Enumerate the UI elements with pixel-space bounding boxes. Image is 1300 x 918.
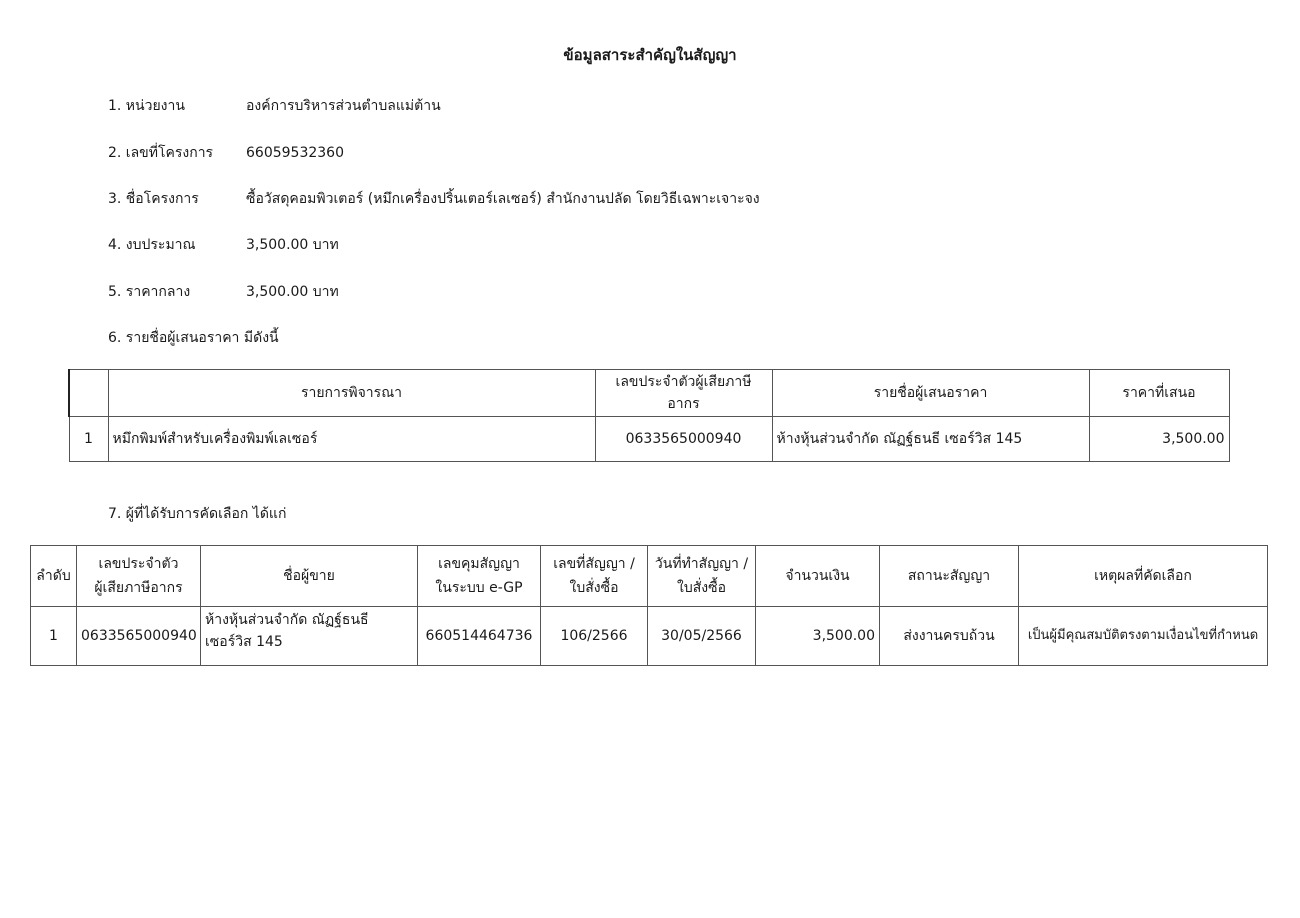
info-label: 4. งบประมาณ <box>108 237 196 253</box>
header-line: วันที่ทำสัญญา / <box>654 556 749 572</box>
header-line: เลขที่สัญญา / <box>553 556 635 572</box>
info-value: 66059532360 <box>246 145 344 161</box>
info-label: 2. เลขที่โครงการ <box>108 145 214 161</box>
bidders-heading: 6. รายชื่อผู้เสนอราคา มีดังนี้ <box>108 330 279 346</box>
header-line: ผู้เสียภาษีอากร <box>94 580 183 596</box>
winners-table <box>30 545 1268 666</box>
info-label: 3. ชื่อโครงการ <box>108 191 199 207</box>
bidders-table <box>68 369 1230 462</box>
cell-contract-date: 30/05/2566 <box>648 607 756 666</box>
table-row <box>69 417 1229 462</box>
table-header-row <box>69 370 1229 417</box>
cell-price: 3,500.00 <box>1089 417 1229 462</box>
cell-tax-id: 0633565000940 <box>595 417 772 462</box>
column-header-seller: ชื่อผู้ขาย <box>201 546 418 607</box>
column-header-contract-date <box>648 546 756 607</box>
header-line: เลขประจำตัว <box>98 556 179 572</box>
winners-heading: 7. ผู้ที่ได้รับการคัดเลือก ได้แก่ <box>108 506 287 522</box>
column-header-tax-id: เลขประจำตัวผู้เสียภาษีอากร <box>595 370 772 417</box>
cell-no: 1 <box>31 607 77 666</box>
cell-bidder: ห้างหุ้นส่วนจำกัด ณัฏฐ์ธนธี เซอร์วิส 145 <box>772 417 1089 462</box>
info-value: องค์การบริหารส่วนตำบลแม่ต้าน <box>246 98 441 114</box>
info-value: ซื้อวัสดุคอมพิวเตอร์ (หมึกเครื่องปริ้นเตอร์เลเซอร์) สำนักงานปลัด โดยวิธีเฉพาะเจาะจง <box>246 191 760 207</box>
cell-status: ส่งงานครบถ้วน <box>880 607 1019 666</box>
cell-reason: เป็นผู้มีคุณสมบัติตรงตามเงื่อนไขที่กำหนด <box>1019 607 1268 666</box>
cell-seller: ห้างหุ้นส่วนจำกัด ณัฏฐ์ธนธี เซอร์วิส 145 <box>201 607 418 666</box>
column-header-tax-id <box>77 546 201 607</box>
column-header-no <box>69 370 108 417</box>
table-header-row <box>31 546 1268 607</box>
header-line: ในระบบ e-GP <box>435 580 523 596</box>
column-header-status: สถานะสัญญา <box>880 546 1019 607</box>
header-line: ใบสั่งซื้อ <box>676 580 726 596</box>
column-header-price: ราคาที่เสนอ <box>1089 370 1229 417</box>
column-header-item: รายการพิจารณา <box>108 370 595 417</box>
cell-control-no: 660514464736 <box>418 607 541 666</box>
info-label: 5. ราคากลาง <box>108 284 191 300</box>
cell-amount: 3,500.00 <box>756 607 880 666</box>
table-row <box>31 607 1268 666</box>
cell-item: หมึกพิมพ์สำหรับเครื่องพิมพ์เลเซอร์ <box>108 417 595 462</box>
header-line: เลขคุมสัญญา <box>438 556 520 572</box>
info-label: 1. หน่วยงาน <box>108 98 185 114</box>
cell-no: 1 <box>69 417 108 462</box>
column-header-contract-no <box>541 546 648 607</box>
column-header-control-no <box>418 546 541 607</box>
info-value: 3,500.00 บาท <box>246 237 339 253</box>
column-header-reason: เหตุผลที่คัดเลือก <box>1019 546 1268 607</box>
cell-contract-no: 106/2566 <box>541 607 648 666</box>
document-title: ข้อมูลสาระสำคัญในสัญญา <box>563 46 737 64</box>
column-header-amount: จำนวนเงิน <box>756 546 880 607</box>
header-line: ใบสั่งซื้อ <box>569 580 619 596</box>
column-header-bidder: รายชื่อผู้เสนอราคา <box>772 370 1089 417</box>
info-value: 3,500.00 บาท <box>246 284 339 300</box>
column-header-no: ลำดับ <box>31 546 77 607</box>
cell-tax-id: 0633565000940 <box>77 607 201 666</box>
